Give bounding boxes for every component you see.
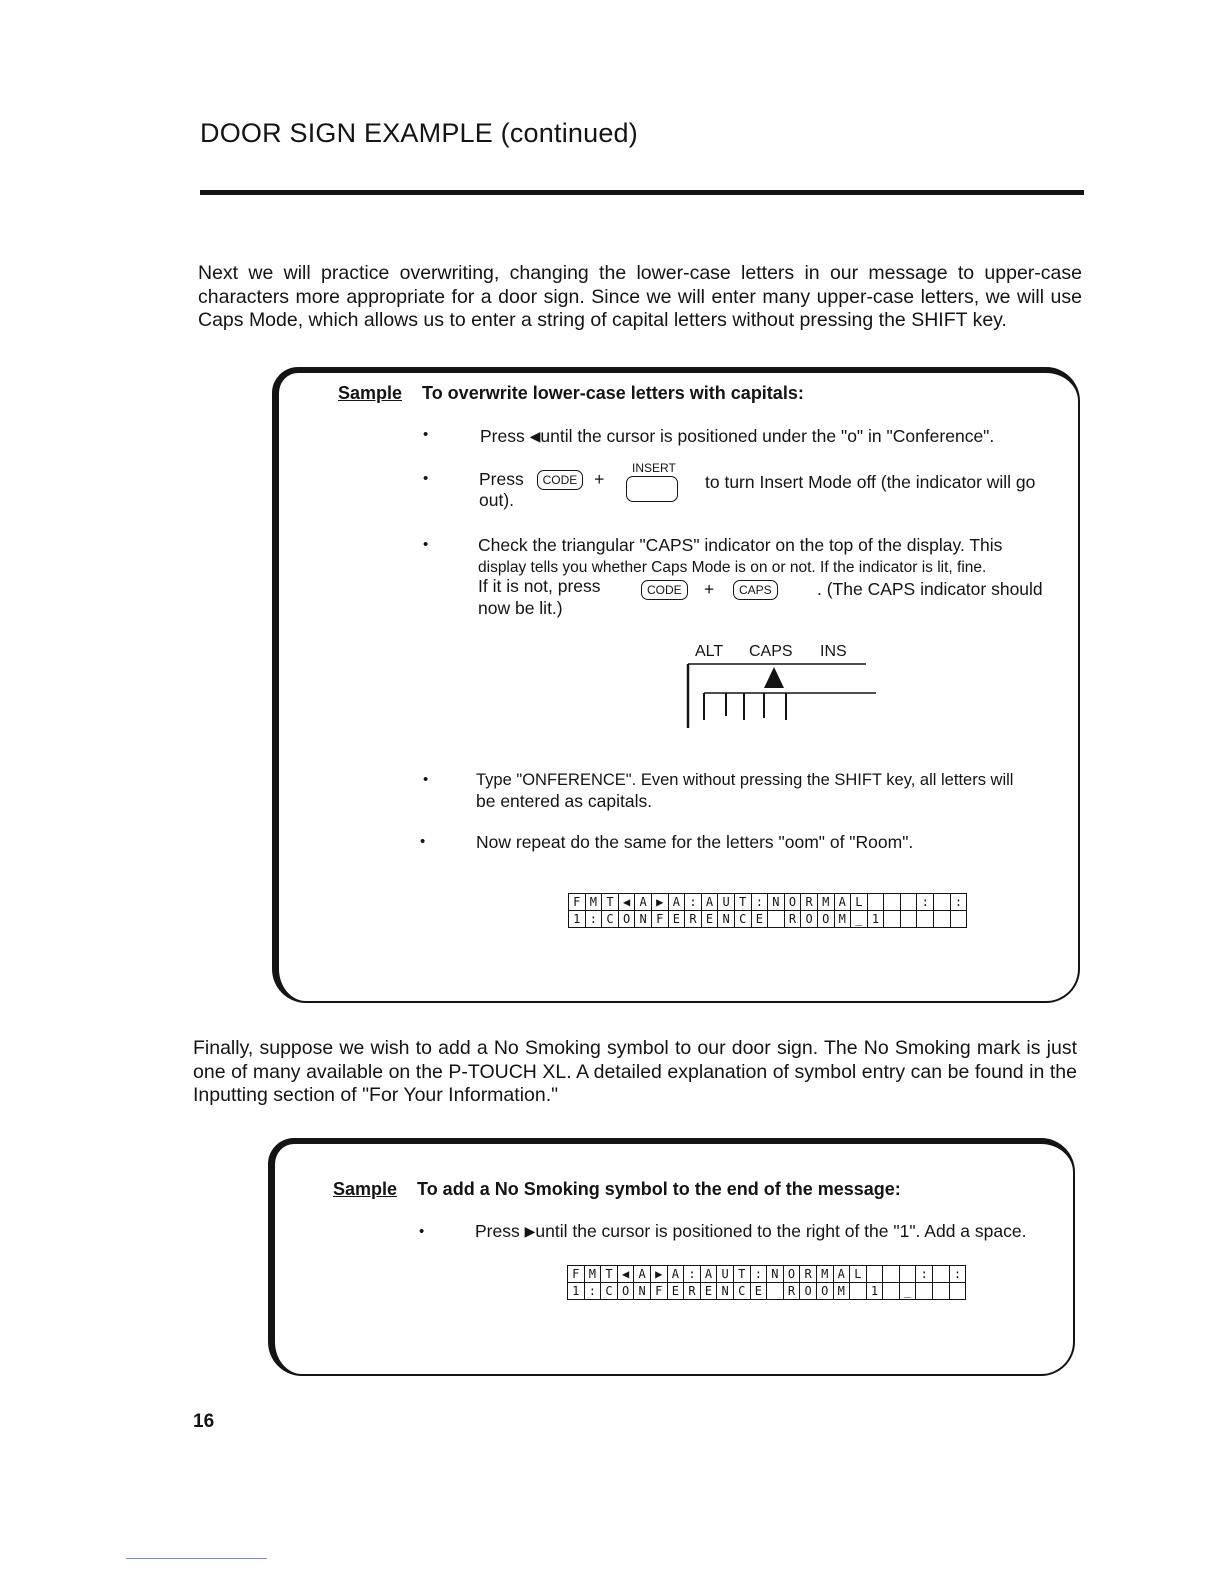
lcd-cell [866, 1266, 883, 1283]
lcd-cell: : [585, 911, 602, 928]
bullet: • [420, 833, 426, 850]
insert-key-label: INSERT [632, 461, 676, 475]
indicator-ins-label: INS [820, 643, 847, 660]
lcd-cell: N [768, 894, 785, 911]
lcd-cell: E [750, 1283, 767, 1300]
lcd-cell: M [816, 1266, 833, 1283]
lcd-cell: C [734, 911, 751, 928]
lcd-display-2 [567, 1265, 966, 1300]
lcd-row [568, 1266, 966, 1283]
lcd-cell [917, 911, 934, 928]
lcd-cell [867, 894, 884, 911]
lcd-cell [850, 1283, 867, 1300]
lcd-row [569, 911, 967, 928]
lcd-cell: T [734, 894, 751, 911]
lcd-cell: E [668, 911, 685, 928]
lcd-cell: : [685, 894, 702, 911]
lcd-cell: O [817, 911, 834, 928]
indicator-caps-label: CAPS [749, 643, 793, 660]
bullet: • [423, 426, 429, 443]
step-insert-text: to turn Insert Mode off (the indicator will go [705, 472, 1036, 492]
lcd-cell: C [733, 1283, 750, 1300]
lcd-cell [949, 1283, 966, 1300]
lcd-cell: C [602, 911, 619, 928]
lcd-cell: T [733, 1266, 750, 1283]
step-press-right: Press ▶until the cursor is positioned to the right of the "1". Add a space. [475, 1221, 1027, 1241]
lcd-cell: R [684, 1283, 701, 1300]
step-type-onference-2: be entered as capitals. [476, 791, 653, 811]
page-number: 16 [193, 1411, 215, 1432]
lcd-cell: M [833, 1283, 850, 1300]
code-key-icon: CODE [537, 470, 584, 490]
lcd-cell: M [584, 1266, 601, 1283]
lcd-cell [884, 894, 901, 911]
lcd-cell: 1 [569, 911, 586, 928]
bullet: • [419, 1223, 425, 1240]
lcd-cell: M [834, 911, 851, 928]
lcd-cell: N [635, 911, 652, 928]
lcd-cell: 1 [568, 1283, 585, 1300]
lcd-cell: A [667, 1266, 684, 1283]
code-key-icon: CODE [641, 580, 688, 600]
step-insert-off: Press CODE + [479, 469, 605, 489]
lcd-cell: R [783, 1283, 800, 1300]
sample-box-no-smoking [268, 1138, 1075, 1376]
lcd-cell: ▶ [650, 1266, 667, 1283]
lcd-cell: R [685, 911, 702, 928]
lcd-cell: F [569, 894, 586, 911]
indicator-alt-label: ALT [695, 643, 724, 660]
lcd-cell: R [800, 1266, 817, 1283]
lcd-row [568, 1283, 966, 1300]
lcd-cell [899, 1266, 916, 1283]
sample-heading-text: To add a No Smoking symbol to the end of the message: [417, 1179, 901, 1199]
lcd-cell: A [833, 1266, 850, 1283]
no-smoking-paragraph: Finally, suppose we wish to add a No Smoking symbol to our door sign. The No Smoking mark is just one of many available on the P-TOUCH XL. A detailed explanation of symbol entry can be found in the Inputting section of "For Your Information." [193, 1037, 1077, 1106]
lcd-cell: M [585, 894, 602, 911]
lcd-cell: : [684, 1266, 701, 1283]
lcd-cell: A [634, 1266, 651, 1283]
lcd-cell: A [700, 1266, 717, 1283]
bullet: • [423, 771, 429, 788]
arrow-right-icon: ▶ [524, 1223, 536, 1239]
step-check-caps-5: now be lit.) [478, 598, 563, 618]
lcd-cell: O [618, 911, 635, 928]
lcd-cell [883, 1283, 900, 1300]
lcd-cell: F [568, 1266, 585, 1283]
lcd-cell [916, 1283, 933, 1300]
lcd-cell: 1 [866, 1283, 883, 1300]
lcd-cell: A [701, 894, 718, 911]
display-edge-icon [686, 640, 886, 750]
lcd-cell: : [750, 1266, 767, 1283]
plus-sign: + [704, 579, 715, 599]
lcd-cell: E [751, 911, 768, 928]
lcd-cell: ◀ [617, 1266, 634, 1283]
lcd-cell: A [668, 894, 685, 911]
lcd-cell [883, 1266, 900, 1283]
lcd-cell: R [801, 894, 818, 911]
caps-indicator-diagram [686, 640, 886, 750]
lcd-cell: ▶ [651, 894, 668, 911]
intro-paragraph: Next we will practice overwriting, changing the lower-case letters in our message to upper-case characters more appropriate for a door sign. Since we will enter many upper-case letters, we will use Caps Mode, which allows us to enter a string of capital letters without pressing the SHIFT key. [198, 262, 1082, 331]
lcd-cell: O [617, 1283, 634, 1300]
sample-heading-text: To overwrite lower-case letters with capitals: [422, 383, 804, 403]
step-insert-text-cont: out). [479, 490, 515, 510]
lcd-cell: O [801, 911, 818, 928]
lcd-cell: _ [899, 1283, 916, 1300]
lcd-cell: L [851, 894, 868, 911]
page-title: DOOR SIGN EXAMPLE (continued) [200, 118, 638, 148]
lcd-cell [884, 911, 901, 928]
bullet: • [423, 536, 429, 553]
lcd-cell [933, 1283, 950, 1300]
lcd-cell: F [651, 911, 668, 928]
lcd-cell: : [751, 894, 768, 911]
lcd-cell: T [601, 1266, 618, 1283]
step-check-caps-1: Check the triangular "CAPS" indicator on the top of the display. This [478, 535, 1003, 555]
lcd-cell: : [950, 894, 967, 911]
lcd-row [569, 894, 967, 911]
lcd-cell [767, 1283, 784, 1300]
step-check-caps-4: . (The CAPS indicator should [817, 579, 1043, 599]
lcd-cell: O [800, 1283, 817, 1300]
lcd-cell: N [634, 1283, 651, 1300]
lcd-cell [900, 911, 917, 928]
step-repeat-room: Now repeat do the same for the letters "oom" of "Room". [476, 832, 914, 852]
lcd-cell: N [717, 1283, 734, 1300]
sample-label: Sample [333, 1179, 398, 1199]
step-check-caps-3: If it is not, press [478, 576, 601, 596]
lcd-cell: _ [851, 911, 868, 928]
lcd-cell: E [667, 1283, 684, 1300]
bullet: • [423, 470, 429, 487]
lcd-display-1 [568, 893, 967, 928]
insert-key-icon [626, 476, 678, 502]
sample-heading-overwrite [338, 383, 804, 404]
title-rule [200, 190, 1084, 195]
lcd-cell: L [850, 1266, 867, 1283]
lcd-cell: T [602, 894, 619, 911]
lcd-cell: M [817, 894, 834, 911]
lcd-cell: E [701, 911, 718, 928]
footer-line [126, 1558, 267, 1559]
lcd-cell [900, 894, 917, 911]
lcd-cell: : [949, 1266, 966, 1283]
lcd-cell: O [783, 1266, 800, 1283]
lcd-cell [934, 911, 951, 928]
step-type-onference-1: Type "ONFERENCE". Even without pressing the SHIFT key, all letters will [476, 771, 1014, 789]
step-check-caps-2: display tells you whether Caps Mode is on or not. If the indicator is lit, fine. [478, 559, 987, 576]
lcd-cell [950, 911, 967, 928]
lcd-cell [934, 894, 951, 911]
lcd-cell: R [784, 911, 801, 928]
lcd-cell: O [816, 1283, 833, 1300]
lcd-cell: C [601, 1283, 618, 1300]
lcd-cell: : [917, 894, 934, 911]
lcd-cell: O [784, 894, 801, 911]
sample-label: Sample [338, 383, 403, 403]
lcd-cell: : [916, 1266, 933, 1283]
step-press-left: Press ◀until the cursor is positioned under the "o" in "Conference". [480, 426, 995, 446]
lcd-cell [768, 911, 785, 928]
lcd-cell [933, 1266, 950, 1283]
lcd-cell: A [834, 894, 851, 911]
lcd-cell: A [635, 894, 652, 911]
lcd-cell: 1 [867, 911, 884, 928]
lcd-cell: U [718, 894, 735, 911]
lcd-cell: N [767, 1266, 784, 1283]
arrow-left-icon: ◀ [529, 428, 541, 444]
sample-heading-no-smoking [333, 1179, 901, 1200]
lcd-cell: ◀ [618, 894, 635, 911]
lcd-cell: E [700, 1283, 717, 1300]
caps-triangle-icon [764, 667, 784, 688]
lcd-cell: U [717, 1266, 734, 1283]
caps-key-icon: CAPS [733, 580, 778, 600]
lcd-cell: F [650, 1283, 667, 1300]
lcd-cell: N [718, 911, 735, 928]
lcd-cell: : [584, 1283, 601, 1300]
